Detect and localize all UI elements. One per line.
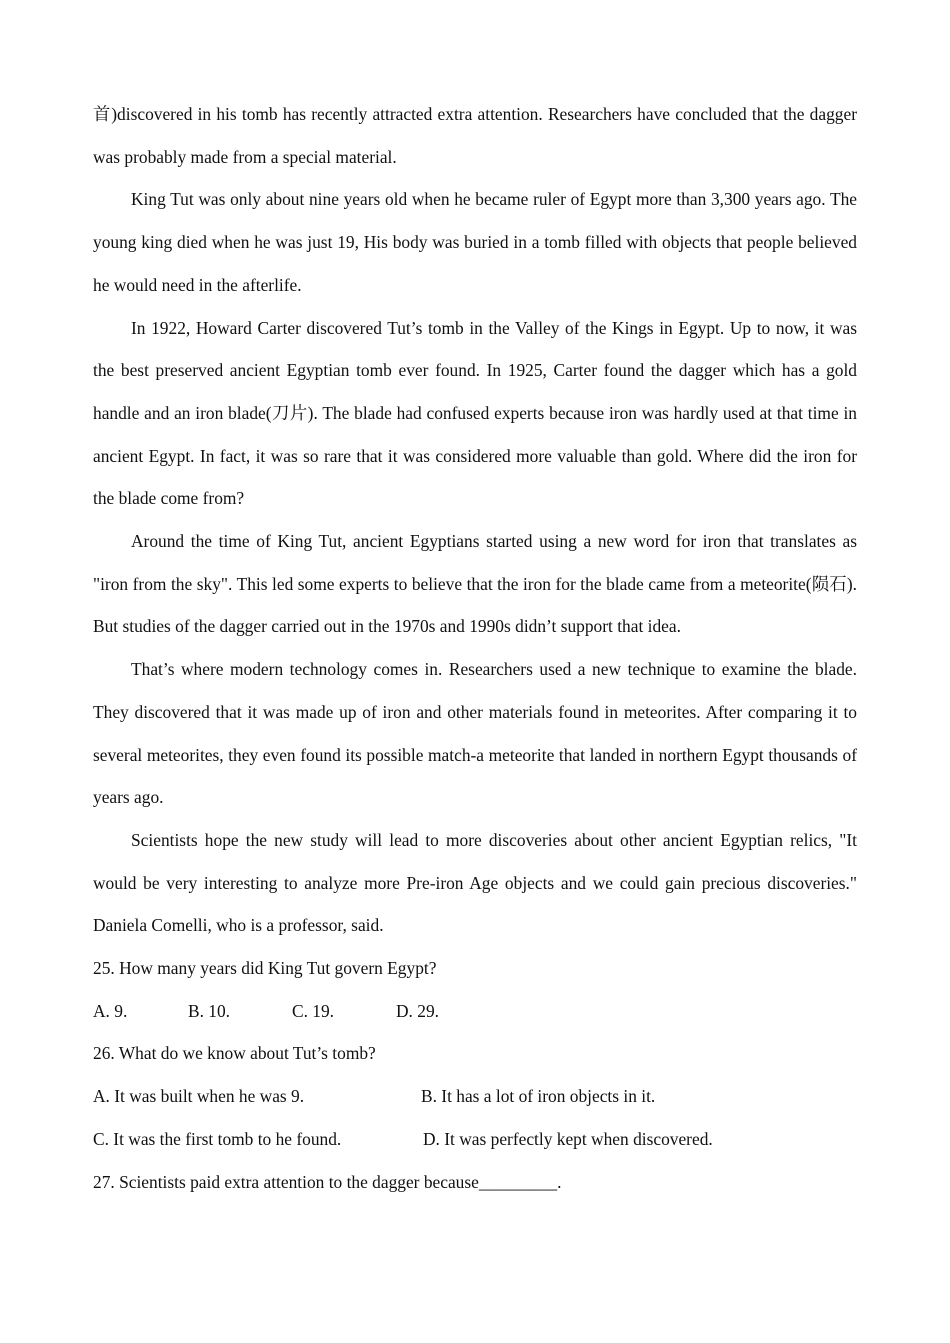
question-25-option-c: C. 19. — [292, 1000, 335, 1021]
question-25-option-b: B. 10. — [188, 1000, 231, 1021]
question-26-options-row-2 — [93, 1118, 857, 1161]
question-27-stem: 27. Scientists paid extra attention to the dagger because_________. — [93, 1171, 562, 1192]
question-25-option-d: D. 29. — [396, 1000, 439, 1021]
passage-paragraph-0: 首)discovered in his tomb has recently attracted extra attention. Researchers have concluded that the dagger was probably made from a special material. — [93, 104, 857, 167]
question-26-option-b: B. It has a lot of iron objects in it. — [421, 1086, 656, 1107]
passage-paragraph-4: That’s where modern technology comes in. Researchers used a new technique to examine the blade. They discovered that it was made up of iron and other materials found in meteorites. After comparing it to several meteorites, they even found its possible match-a meteorite that landed in northern Egypt thousands of years ago. — [93, 659, 857, 808]
question-26-option-d: D. It was perfectly kept when discovered. — [423, 1128, 713, 1149]
question-26-options-row-1 — [93, 1075, 857, 1118]
question-25-stem: 25. How many years did King Tut govern Egypt? — [93, 958, 437, 979]
passage-paragraph-1: King Tut was only about nine years old when he became ruler of Egypt more than 3,300 years ago. The young king died when he was just 19, His body was buried in a tomb filled with objects that people believed he would need in the afterlife. — [93, 189, 857, 295]
document-page — [93, 93, 857, 1203]
question-25-option-a: A. 9. — [93, 1000, 128, 1021]
question-26-option-a: A. It was built when he was 9. — [93, 1086, 305, 1107]
question-25-options — [93, 990, 857, 1033]
question-26-stem: 26. What do we know about Tut’s tomb? — [93, 1043, 376, 1064]
passage-paragraph-3: Around the time of King Tut, ancient Egyptians started using a new word for iron that translates as "iron from the sky". This led some experts to believe that the iron for the blade came from a meteorite(陨石). But studies of the dagger carried out in the 1970s and 1990s didn’t support that idea. — [93, 531, 857, 637]
passage-paragraph-2: In 1922, Howard Carter discovered Tut’s tomb in the Valley of the Kings in Egypt. Up to now, it was the best preserved ancient Egyptian tomb ever found. In 1925, Carter found the dagger which has a gold handle and an iron blade(刀片). The blade had confused experts because iron was hardly used at that time in ancient Egypt. In fact, it was so rare that it was considered more valuable than gold. Where did the iron for the blade come from? — [93, 317, 857, 509]
question-26-option-c: C. It was the first tomb to he found. — [93, 1128, 342, 1149]
passage-paragraph-5: Scientists hope the new study will lead to more discoveries about other ancient Egyptian relics, "It would be very interesting to analyze more Pre-iron Age objects and we could gain precious discoveries." Daniela Comelli, who is a professor, said. — [93, 829, 857, 936]
